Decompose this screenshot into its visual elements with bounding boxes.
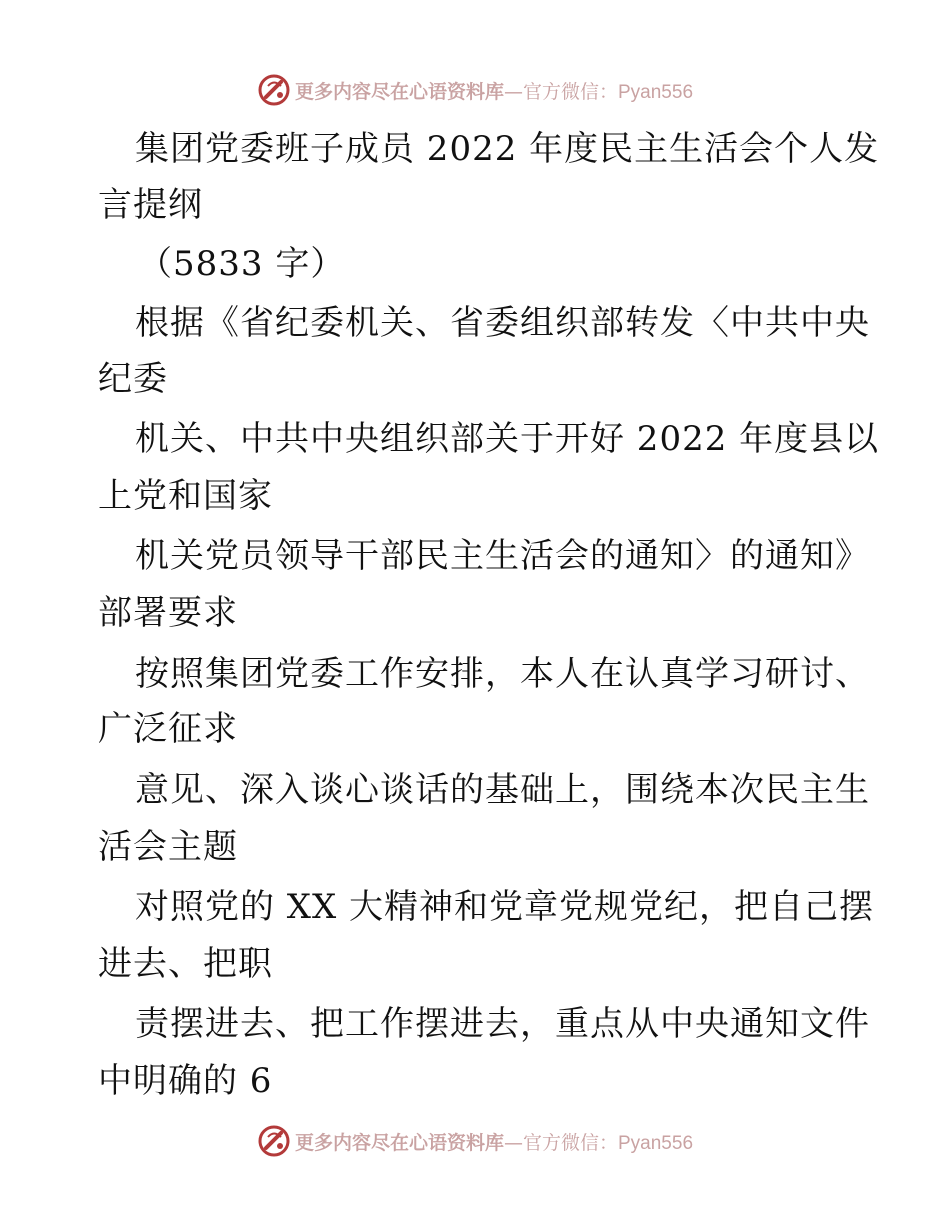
doc-title-line-2: 言提纲: [98, 185, 203, 225]
paragraph-line: 广泛征求: [98, 709, 238, 749]
paragraph-line: 上党和国家: [98, 476, 273, 516]
paragraph-line: 中明确的 6: [98, 1061, 273, 1101]
red-seal-logo-icon: [257, 1124, 291, 1158]
paragraph-line: 责摆进去、把工作摆进去，重点从中央通知文件: [135, 1004, 870, 1044]
footer-watermark: [0, 1121, 950, 1161]
paragraph-line: 活会主题: [98, 827, 238, 867]
red-seal-logo-icon: [257, 73, 291, 107]
paragraph-line: 按照集团党委工作安排，本人在认真学习研讨、: [135, 654, 870, 694]
paragraph-line: 进去、把职: [98, 944, 273, 984]
paragraph-line: 意见、深入谈心谈话的基础上，围绕本次民主生: [135, 770, 870, 810]
word-count: （5833 字）: [138, 244, 346, 284]
header-watermark: [0, 70, 950, 110]
watermark-text: 更多内容尽在心语资料库—官方微信：Pyan556: [294, 1131, 694, 1154]
watermark-text: 更多内容尽在心语资料库—官方微信：Pyan556: [294, 80, 694, 103]
paragraph-line: 机关、中共中央组织部关于开好 2022 年度县以: [135, 419, 880, 459]
doc-title-line-1: 集团党委班子成员 2022 年度民主生活会个人发: [135, 129, 880, 169]
paragraph-line: 根据《省纪委机关、省委组织部转发〈中共中央: [135, 303, 870, 343]
paragraph-line: 机关党员领导干部民主生活会的通知〉的通知》: [135, 536, 870, 576]
paragraph-line: 对照党的 XX 大精神和党章党规党纪，把自己摆: [135, 887, 875, 927]
paragraph-line: 部署要求: [98, 593, 238, 633]
paragraph-line: 纪委: [98, 359, 168, 399]
